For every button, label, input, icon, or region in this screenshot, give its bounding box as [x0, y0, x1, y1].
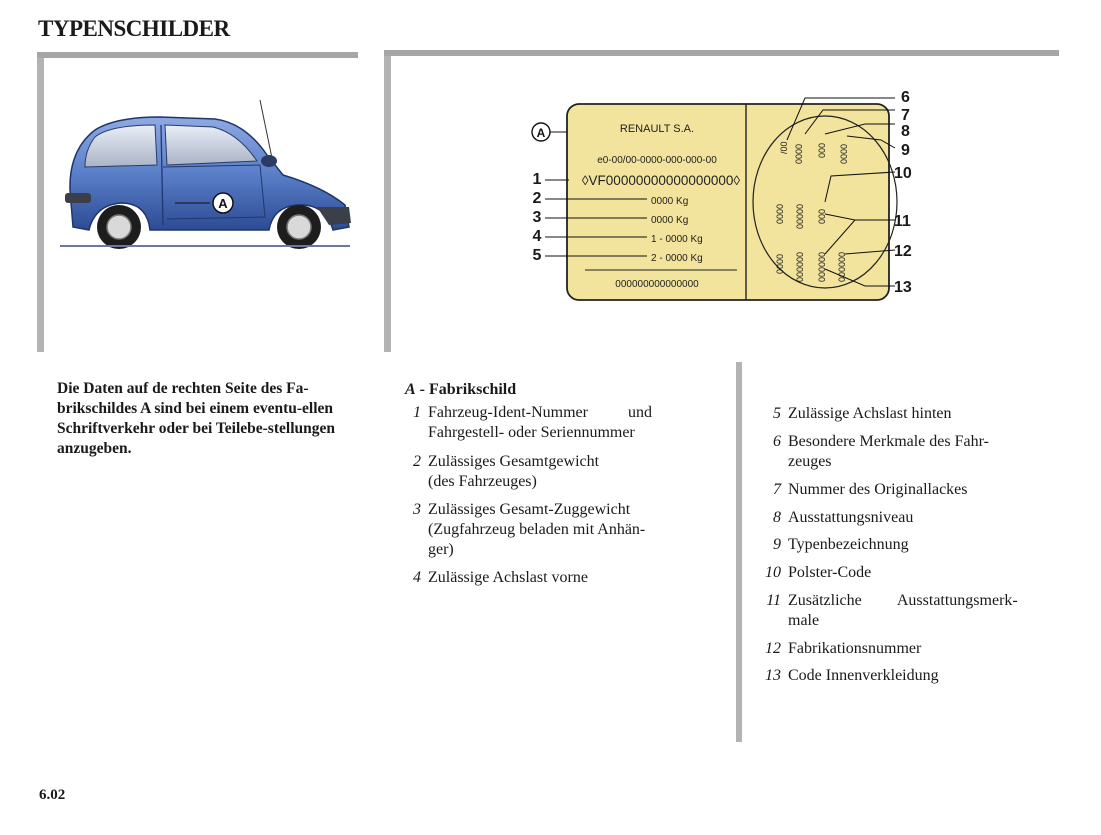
plate-code-9: 000000 — [795, 251, 805, 282]
legend-item-12-line-1: Fabrikationsnummer — [788, 640, 922, 657]
middle-column-bar — [384, 52, 391, 352]
legend-item-7-line-1: Nummer des Originallackes — [788, 481, 968, 498]
legend-item-3-line-2: (Zugfahrzeug beladen mit Anhän- — [428, 521, 646, 538]
callout-9: 9 — [901, 142, 910, 159]
legend-num-2: 2 — [413, 453, 421, 470]
callout-11: 11 — [894, 213, 911, 230]
plate-code-11: 000000 — [837, 251, 847, 282]
legend-item-11-line-2: male — [788, 612, 820, 629]
legend-item-2-line-2: (des Fahrzeuges) — [428, 473, 537, 490]
plate-bottom-code: 000000000000000 — [615, 279, 699, 290]
plate-code-7: 000 — [817, 208, 827, 224]
plate-weight-1: 0000 Kg — [651, 196, 689, 207]
callout-6: 6 — [901, 89, 910, 106]
plate-label-a: A — [536, 126, 546, 140]
left-top-rule — [37, 52, 358, 58]
legend-left — [405, 380, 725, 600]
callout-13: 13 — [894, 279, 912, 296]
legend-item-9-line-1: Typenbezeichnung — [788, 536, 909, 553]
page-title: TYPENSCHILDER — [38, 16, 230, 41]
legend-item-5-line-1: Zulässige Achslast hinten — [788, 405, 952, 422]
legend-item-10-line-1: Polster-Code — [788, 564, 872, 581]
type-plate-diagram — [525, 84, 945, 304]
legend-num-12: 12 — [765, 640, 781, 657]
plate-weight-3: 1 - 0000 Kg — [651, 234, 703, 245]
legend-right — [757, 404, 1067, 694]
legend-item-11-line-1: Zusätzliche Ausstattungsmerk- — [788, 592, 1018, 609]
legend-item-6-line-2: zeuges — [788, 453, 832, 470]
callout-12: 12 — [894, 243, 912, 260]
car-label-text: A — [218, 196, 228, 211]
legend-num-7: 7 — [773, 481, 781, 498]
legend-heading — [405, 380, 516, 400]
legend-heading-letter: A — [405, 381, 416, 398]
right-top-rule — [384, 50, 1059, 56]
legend-item-2-line-1: Zulässiges Gesamtgewicht — [428, 453, 600, 470]
legend-num-1: 1 — [413, 404, 421, 421]
callout-2: 2 — [532, 190, 542, 207]
callout-1: 1 — [532, 171, 542, 188]
legend-item-8-line-1: Ausstattungsniveau — [788, 509, 914, 526]
plate-code-6: 00000 — [795, 203, 805, 229]
legend-num-5: 5 — [773, 405, 781, 422]
left-column-bar — [37, 52, 44, 352]
plate-vin: ◊VF00000000000000000◊ — [581, 173, 741, 188]
legend-num-6: 6 — [773, 433, 781, 450]
plate-code-5: 0000 — [775, 203, 785, 224]
intro-text: Die Daten auf de rechten Seite des Fa-brikschildes A sind bei einem eventu-ellen Schriftverkehr oder bei Teilebe-stellungen anzugeben. — [57, 380, 335, 457]
callout-4: 4 — [532, 228, 542, 245]
plate-code-2: 0000 — [794, 143, 804, 164]
plate-code-4: 0000 — [839, 143, 849, 164]
plate-manufacturer: RENAULT S.A. — [619, 123, 695, 135]
legend-num-11: 11 — [766, 592, 781, 609]
car-illustration — [55, 95, 355, 250]
plate-weight-4: 2 - 0000 Kg — [651, 253, 703, 264]
legend-item-4-line-1: Zulässige Achslast vorne — [428, 569, 588, 586]
legend-item-3-line-1: Zulässiges Gesamt-Zuggewicht — [428, 501, 631, 518]
legend-num-4: 4 — [413, 569, 421, 586]
plate-weight-2: 0000 Kg — [651, 215, 689, 226]
callout-10: 10 — [894, 165, 912, 182]
right-column-bar — [736, 362, 742, 742]
plate-code-8: 0000 — [775, 253, 785, 274]
legend-num-8: 8 — [773, 509, 781, 526]
plate-approval: e0-00/00-0000-000-000-00 — [597, 155, 717, 166]
legend-item-1-line-1: Fahrzeug-Ident-Nummer und — [428, 404, 652, 421]
callout-5: 5 — [532, 247, 542, 264]
page-number: 6.02 — [39, 787, 66, 803]
callout-7: 7 — [901, 107, 910, 124]
plate-code-10: 000000 — [817, 251, 827, 282]
legend-item-1-line-2: Fahrgestell- oder Seriennummer — [428, 424, 635, 441]
legend-num-3: 3 — [413, 501, 421, 518]
callout-8: 8 — [901, 123, 910, 140]
legend-num-9: 9 — [773, 536, 781, 553]
legend-item-6-line-1: Besondere Merkmale des Fahr- — [788, 433, 989, 450]
legend-heading-text: - Fabrikschild — [419, 381, 517, 398]
legend-item-3-line-3: ger) — [428, 541, 454, 558]
legend-item-13-line-1: Code Innenverkleidung — [788, 667, 939, 684]
callout-3: 3 — [532, 209, 542, 226]
plate-code-3: 000 — [817, 142, 827, 158]
legend-num-13: 13 — [765, 667, 781, 684]
plate-code-1: /00 — [779, 141, 789, 154]
legend-num-10: 10 — [765, 564, 781, 581]
